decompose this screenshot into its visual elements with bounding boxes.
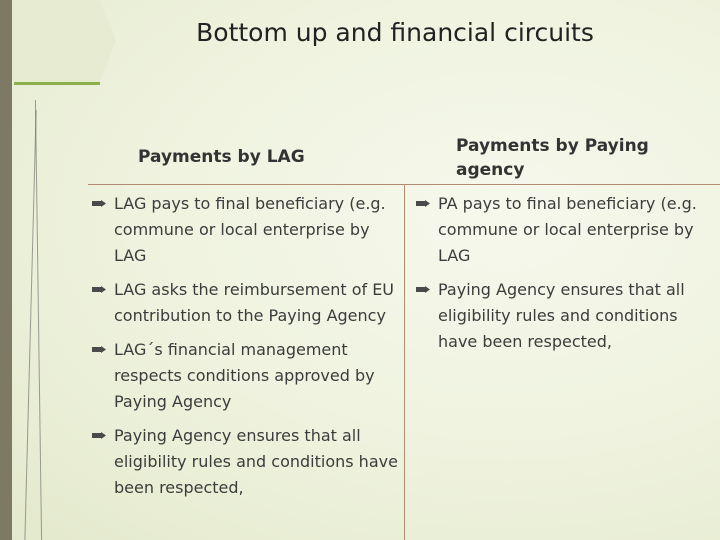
bullet-text: Paying Agency ensures that all eligibility rules and conditions have been respected, — [438, 280, 685, 351]
list-item — [92, 191, 402, 269]
list-item — [416, 191, 716, 269]
bullet-text: LAG pays to final beneficiary (e.g. commune or local enterprise by LAG — [114, 194, 386, 265]
right-column-heading: Payments by Paying agency — [456, 136, 649, 180]
right-bullet-list — [416, 191, 716, 363]
list-item — [416, 277, 716, 355]
right-arrow-bullet-icon — [92, 432, 106, 439]
right-arrow-bullet-icon — [416, 200, 430, 207]
bullet-text: LAG´s financial management respects conditions approved by Paying Agency — [114, 340, 375, 411]
decorative-line — [35, 100, 42, 540]
list-item — [92, 337, 402, 415]
right-arrow-bullet-icon — [92, 286, 106, 293]
title-accent-underline — [14, 82, 100, 85]
right-arrow-bullet-icon — [416, 286, 430, 293]
title-area — [0, 0, 720, 82]
list-item — [92, 423, 402, 501]
table-column-divider — [404, 184, 405, 540]
left-bullet-list — [92, 191, 402, 509]
bullet-text: Paying Agency ensures that all eligibility rules and conditions have been respected, — [114, 426, 398, 497]
decorative-line — [24, 110, 36, 540]
bullet-text: PA pays to final beneficiary (e.g. commune or local enterprise by LAG — [438, 194, 697, 265]
left-column-heading: Payments by LAG — [138, 147, 305, 167]
right-arrow-bullet-icon — [92, 200, 106, 207]
slide-title: Bottom up and financial circuits — [196, 18, 594, 47]
bullet-text: LAG asks the reimbursement of EU contribution to the Paying Agency — [114, 280, 395, 325]
right-arrow-bullet-icon — [92, 346, 106, 353]
list-item — [92, 277, 402, 329]
